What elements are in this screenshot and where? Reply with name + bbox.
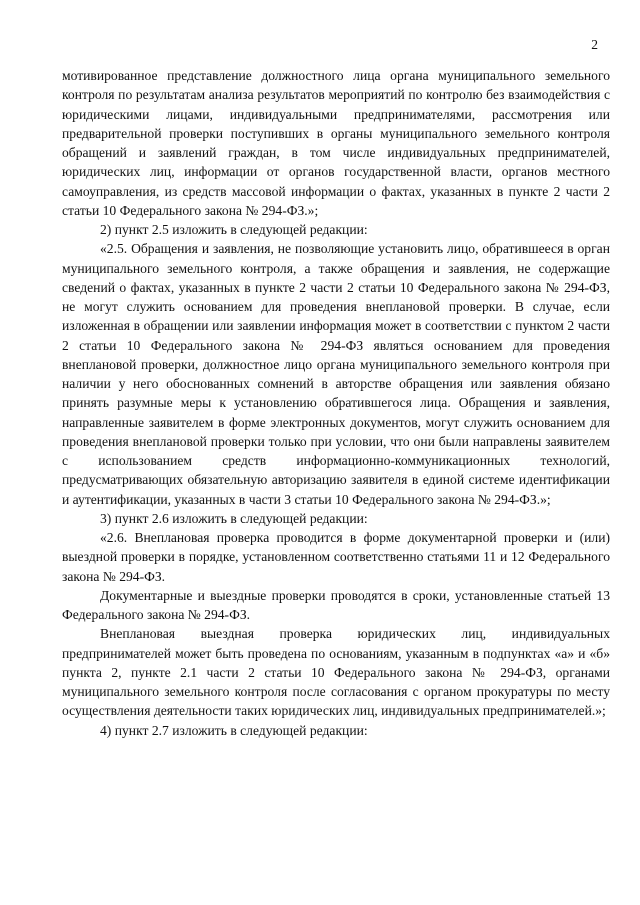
paragraph-unscheduled-inspection: Внеплановая выездная проверка юридических лиц, индивидуальных предпринимателей может быть проведена по основаниям, указанным в подпунктах «а» и «б» пункта 2, пункте 2.1 части 2 статьи 10 Федерального закона № 294-ФЗ, органами муниципального земельного контроля после согласования с органом прокуратуры по месту осуществления деятельности таких юридических лиц, индивидуальных предпринимателей.»; xyxy=(62,626,610,719)
document-body xyxy=(62,66,610,740)
paragraph-clause-2-5: «2.5. Обращения и заявления, не позволяющие установить лицо, обратившееся в орган муниципального земельного контроля, а также обращения и заявления, не содержащие сведений о фактах, указанных в пункте 2 части 2 статьи 10 Федерального закона № 294-ФЗ, не могут служить основанием для проведения внеплановой проверки. В случае, если изложенная в обращении или заявлении информация может в соответствии с пунктом 2 части 2 статьи 10 Федерального закона № 294-ФЗ являться основанием для проведения внеплановой проверки, должностное лицо органа муниципального земельного контроля при наличии у него обоснованных сомнений в авторстве обращения или заявления обязано принять разумные меры к установлению обратившегося лица. Обращения и заявления, направленные заявителем в форме электронных документов, могут служить основанием для проведения внеплановой проверки только при условии, что они были направлены заявителем с использованием средств информационно-коммуникационных технологий, предусматривающих обязательную авторизацию заявителя в единой системе идентификации и аутентификации, указанных в части 3 статьи 10 Федерального закона № 294-ФЗ.»; xyxy=(62,241,610,507)
paragraph-inspection-terms: Документарные и выездные проверки проводятся в сроки, установленные статьей 13 Федерального закона № 294-ФЗ. xyxy=(62,587,610,622)
page-number: 2 xyxy=(591,37,598,52)
paragraph-item-2: 2) пункт 2.5 изложить в следующей редакции: xyxy=(100,222,368,237)
paragraph-item-4: 4) пункт 2.7 изложить в следующей редакции: xyxy=(100,722,368,738)
paragraph-continuation: мотивированное представление должностного лица органа муниципального земельного контроля по результатам анализа результатов мероприятий по контролю без взаимодействия с юридическими лицами, индивидуальными предпринимателями, рассмотрения или предварительной проверки поступивших в органы муниципального земельного контроля обращений и заявлений граждан, в том числе индивидуальных предпринимателей, юридических лиц, информации от органов государственной власти, органов местного самоуправления, из средств массовой информации о фактах, указанных в пункте 2 части 2 статьи 10 Федерального закона № 294-ФЗ.»; xyxy=(62,68,610,218)
paragraph-clause-2-6: «2.6. Внеплановая проверка проводится в форме документарной проверки и (или) выездной проверки в порядке, установленном соответственно статьями 11 и 12 Федерального закона № 294-ФЗ. xyxy=(62,530,610,584)
paragraph-item-3: 3) пункт 2.6 изложить в следующей редакции: xyxy=(100,510,368,526)
